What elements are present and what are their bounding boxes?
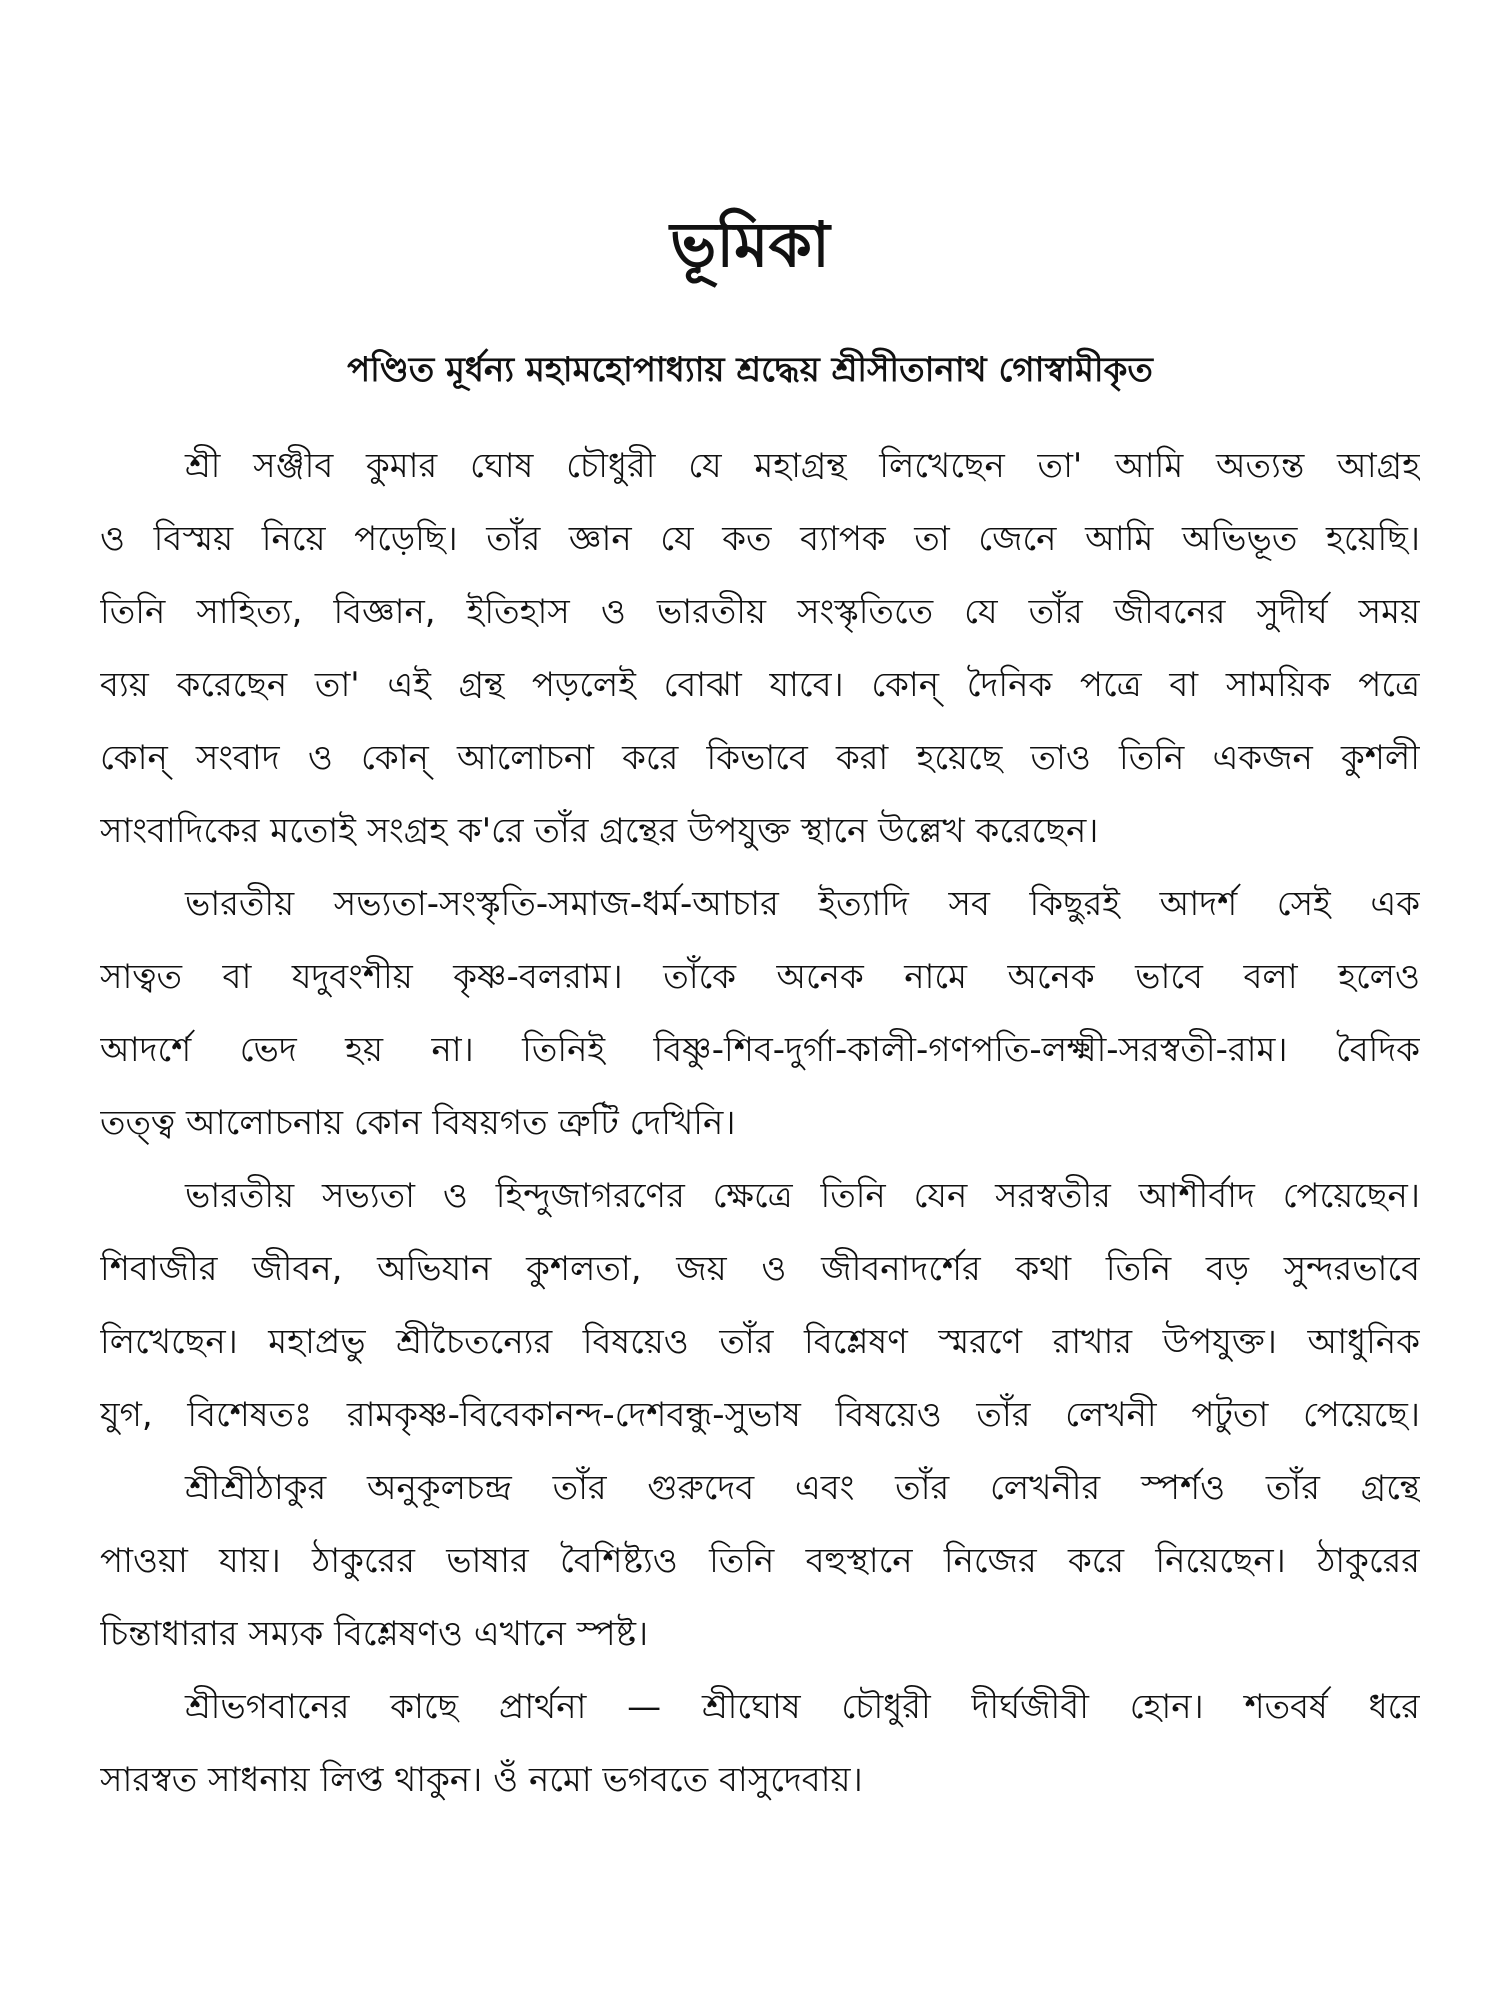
page-title: ভূমিকা: [670, 208, 830, 281]
body-text: [100, 430, 1420, 1817]
text-line: ভারতীয় সভ্যতা-সংস্কৃতি-সমাজ-ধর্ম-আচার ইত্যাদি সব কিছুরই আদর্শ সেই এক: [185, 884, 1420, 924]
text-line: কোন্ সংবাদ ও কোন্ আলোচনা করে কিভাবে করা হয়েছে তাও তিনি একজন কুশলী: [100, 738, 1420, 778]
text-line: ভারতীয় সভ্যতা ও হিন্দুজাগরণের ক্ষেত্রে তিনি যেন সরস্বতীর আশীর্বাদ পেয়েছেন।: [185, 1176, 1420, 1216]
text-line: সারস্বত সাধনায় লিপ্ত থাকুন। ওঁ নমো ভগবতে বাসুদেবায়।: [100, 1760, 863, 1800]
text-line: যুগ, বিশেষতঃ রামকৃষ্ণ-বিবেকানন্দ-দেশবন্ধু-সুভাষ বিষয়েও তাঁর লেখনী পটুতা পেয়েছে।: [100, 1395, 1420, 1435]
text-line: সাত্বত বা যদুবংশীয় কৃষ্ণ-বলরাম। তাঁকে অনেক নামে অনেক ভাবে বলা হলেও: [100, 957, 1420, 997]
text-line: ব্যয় করেছেন তা' এই গ্রন্থ পড়লেই বোঝা যাবে। কোন্ দৈনিক পত্রে বা সাময়িক পত্রে: [100, 665, 1420, 705]
text-line: শ্রীশ্রীঠাকুর অনুকূলচন্দ্র তাঁর গুরুদেব এবং তাঁর লেখনীর স্পর্শও তাঁর গ্রন্থে: [185, 1468, 1420, 1508]
text-line: শ্রী সঞ্জীব কুমার ঘোষ চৌধুরী যে মহাগ্রন্থ লিখেছেন তা' আমি অত্যন্ত আগ্রহ: [185, 446, 1420, 486]
text-line: সাংবাদিকের মতোই সংগ্রহ ক'রে তাঁর গ্রন্থের উপযুক্ত স্থানে উল্লেখ করেছেন।: [100, 811, 1099, 851]
text-line: চিন্তাধারার সম্যক বিশ্লেষণও এখানে স্পষ্ট।: [100, 1614, 649, 1654]
text-line: তত্ত্ব আলোচনায় কোন বিষয়গত ত্রুটি দেখিনি।: [100, 1103, 736, 1143]
text-line: শিবাজীর জীবন, অভিযান কুশলতা, জয় ও জীবনাদর্শের কথা তিনি বড় সুন্দরভাবে: [100, 1249, 1420, 1289]
text-line: লিখেছেন। মহাপ্রভু শ্রীচৈতন্যের বিষয়েও তাঁর বিশ্লেষণ স্মরণে রাখার উপযুক্ত। আধুনিক: [100, 1322, 1420, 1362]
text-line: তিনি সাহিত্য, বিজ্ঞান, ইতিহাস ও ভারতীয় সংস্কৃতিতে যে তাঁর জীবনের সুদীর্ঘ সময়: [100, 592, 1420, 632]
paragraph-5: [100, 1671, 1420, 1817]
paragraph-4: [100, 1452, 1420, 1671]
text-line: শ্রীভগবানের কাছে প্রার্থনা — শ্রীঘোষ চৌধুরী দীর্ঘজীবী হোন। শতবর্ষ ধরে: [185, 1687, 1420, 1727]
paragraph-2: [100, 868, 1420, 1160]
paragraph-3: [100, 1160, 1420, 1452]
page-subtitle: পণ্ডিত মূর্ধন্য মহামহোপাধ্যায় শ্রদ্ধেয় শ্রীসীতানাথ গোস্বামীকৃত: [347, 350, 1153, 390]
paragraph-1: [100, 430, 1420, 868]
text-line: ও বিস্ময় নিয়ে পড়েছি। তাঁর জ্ঞান যে কত ব্যাপক তা জেনে আমি অভিভূত হয়েছি।: [100, 519, 1420, 559]
text-line: আদর্শে ভেদ হয় না। তিনিই বিষ্ণু-শিব-দুর্গা-কালী-গণপতি-লক্ষ্মী-সরস্বতী-রাম। বৈদিক: [100, 1030, 1420, 1070]
text-line: পাওয়া যায়। ঠাকুরের ভাষার বৈশিষ্ট্যও তিনি বহুস্থানে নিজের করে নিয়েছেন। ঠাকুরের: [100, 1541, 1420, 1581]
